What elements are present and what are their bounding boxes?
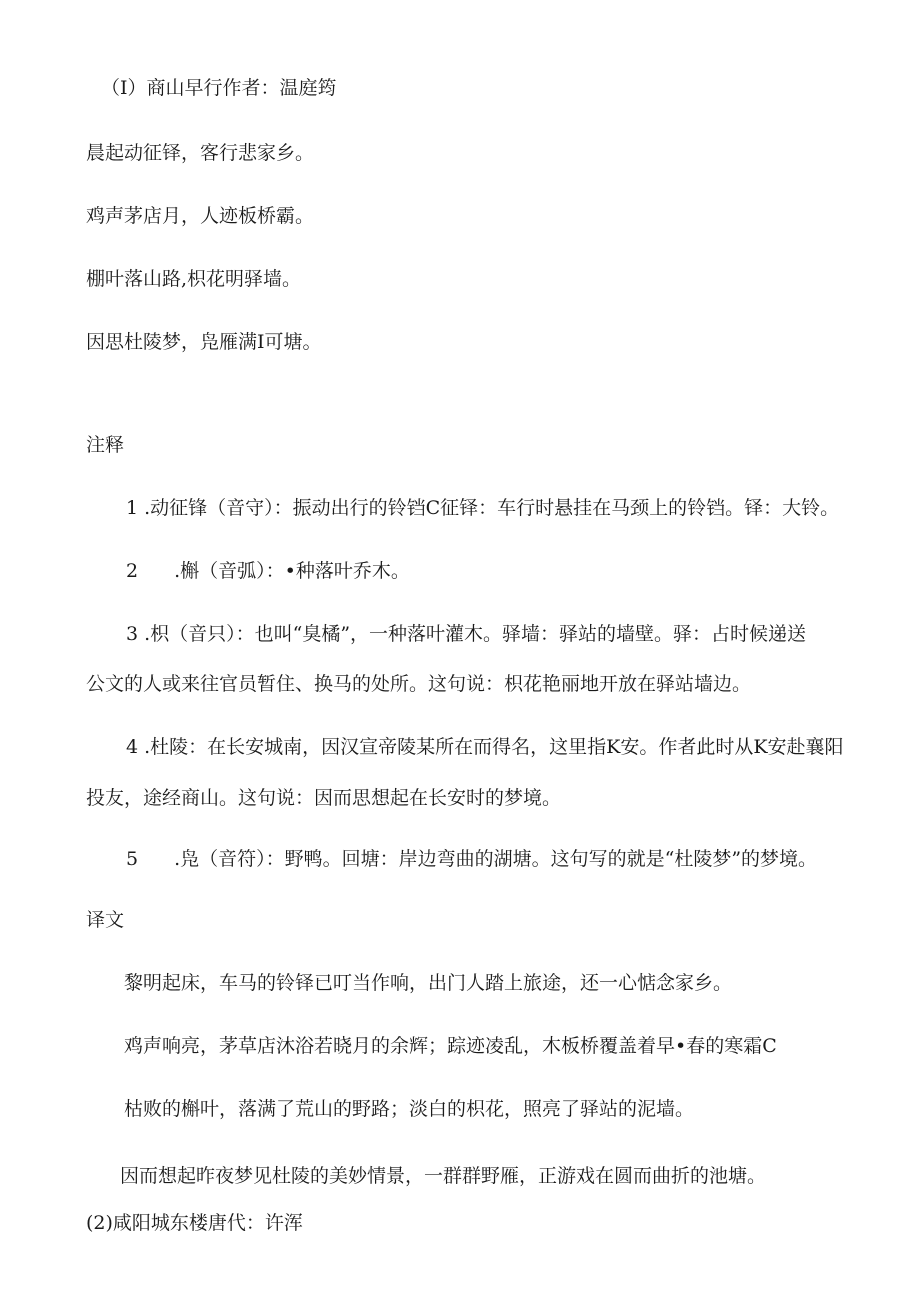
note-number: 1 <box>126 497 139 519</box>
translation-line-3: 枯败的槲叶，落满了荒山的野路；淡白的枳花，照亮了驿站的泥墙。 <box>124 1098 695 1120</box>
note-item-1 <box>126 496 839 520</box>
poem1-heading: （I）商山早行作者：温庭筠 <box>101 77 337 99</box>
translation-line-2: 鸡声响亮，茅草店沐浴若晓月的余辉；踪迹凌乱，木板桥覆盖着早•春的寒霜C <box>124 1035 777 1057</box>
translation-line-4: 因而想起昨夜梦见杜陵的美妙情景，一群群野雁，正游戏在圆而曲折的池塘。 <box>120 1165 767 1187</box>
note-item-3 <box>126 622 806 646</box>
note-number: 2 <box>126 560 139 582</box>
note-text: .动征锋（音守）：振动出行的铃铛C征铎：车行时悬挂在马颈上的铃铛。铎：大铃。 <box>144 497 840 519</box>
note-item-4-continuation: 投友，途经商山。这句说：因而思想起在长安时的梦境。 <box>86 787 562 809</box>
note-number: 4 <box>126 736 139 758</box>
note-number: 5 <box>126 848 139 870</box>
note-text: .槲（音弧）：•种落叶乔木。 <box>174 560 410 582</box>
poem1-line-3: 棚叶落山路,枳花明驿墙。 <box>86 268 302 290</box>
translation-heading: 译文 <box>86 909 125 931</box>
poem1-line-1: 晨起动征铎，客行悲家乡。 <box>86 142 315 164</box>
note-item-5 <box>126 847 817 871</box>
translation-line-1: 黎明起床，车马的铃铎已叮当作响，出门人踏上旅途，还一心惦念家乡。 <box>124 972 733 994</box>
note-item-3-continuation: 公文的人或来往官员暂住、换马的处所。这句说：枳花艳丽地开放在驿站墙边。 <box>86 673 752 695</box>
note-number: 3 <box>126 623 139 645</box>
poem1-line-2: 鸡声茅店月，人迹板桥霸。 <box>86 205 315 227</box>
poem2-heading: (2)咸阳城东楼唐代：许浑 <box>86 1212 303 1234</box>
note-text: .枳（音只）：也叫“臭橘”，一种落叶灌木。驿墙：驿站的墙壁。驿：占时候递送 <box>144 623 807 645</box>
note-text: .杜陵：在长安城南，因汉宣帝陵某所在而得名，这里指K安。作者此时从K安赴襄阳 <box>144 736 844 758</box>
note-item-4 <box>126 735 844 759</box>
poem1-line-4: 因思杜陵梦，凫雁满I可塘。 <box>86 331 322 353</box>
note-item-2 <box>126 559 410 583</box>
note-text: .凫（音符）：野鸭。回塘：岸边弯曲的湖塘。这句写的就是“杜陵梦”的梦境。 <box>174 848 818 870</box>
notes-heading: 注释 <box>86 434 125 456</box>
